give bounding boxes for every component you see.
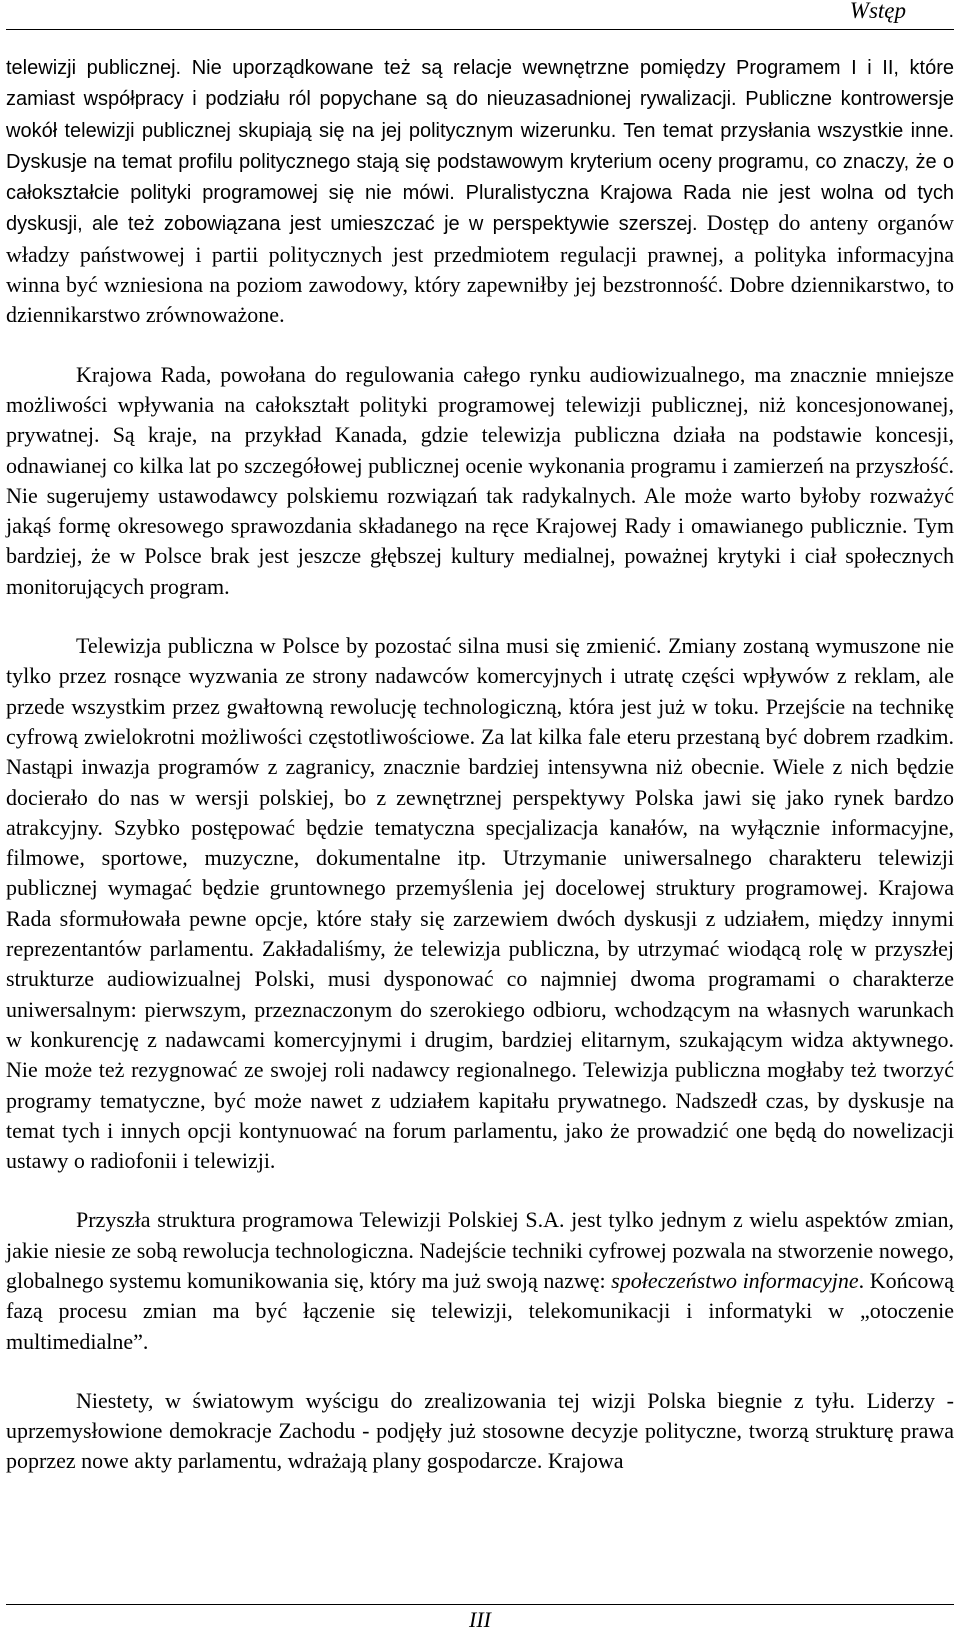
paragraph-1-serif-part: Dostęp do anteny organów władzy państwowej i partii politycznych jest przedmiotem regulacji prawnej, a polityka informacyjna winna być wzniesiona na poziom zawodowy, który zapewniłby jej bezstronność. Dobre dziennikarstwo, to dziennikarstwo zrównoważone. [6,210,955,328]
document-body [6,52,954,1506]
paragraph-4-emphasis: społeczeństwo informacyjne [611,1267,859,1293]
footer-rule [6,1604,954,1605]
paragraph-3: Telewizja publiczna w Polsce by pozostać silna musi się zmienić. Zmiany zostaną wymuszone nie tylko przez rosnące wyzwania ze strony nadawców komercyjnych i utratę części wpływów z reklam, ale przede wszystkim przez gwałtowną rewolucję technologiczną, która jest już w toku. Przejście na technikę cyfrową zwielokrotni możliwości częstotliwościowe. Za lat kilka fale eteru przestaną być dobrem rzadkim. Nastąpi inwazja programów z zagranicy, znacznie bardziej intensywna niż obecnie. Wiele z nich będzie docierało do nas w wersji polskiej, bo z zewnętrznej perspektywy Polska jawi się jako rynek bardzo atrakcyjny. Szybko postępować będzie tematyczna specjalizacja kanałów, na wyłącznie informacyjne, filmowe, sportowe, muzyczne, dokumentalne itp. Utrzymanie uniwersalnego charakteru telewizji publicznej wymagać będzie gruntownego przemyślenia jej docelowej struktury programowej. Krajowa Rada sformułowała pewne opcje, które stały się zarzewiem dwóch dyskusji z udziałem, między innymi reprezentantów parlamentu. Zakładaliśmy, że telewizja publiczna, by utrzymać wiodącą rolę w przyszłej strukturze audiowizualnej Polski, musi dysponować co najmniej dwoma programami o charakterze uniwersalnym: pierwszym, przeznaczonym do szerokiego odbioru, wchodzącym na własnych warunkach w konkurencję z nadawcami komercyjnymi i drugim, bardziej elitarnym, szukającym widza aktywnego. Nie może też rezygnować ze swojej roli nadawcy regionalnego. Telewizja publiczna mogłaby też tworzyć programy tematyczne, być może nawet z udziałem kapitału prywatnego. Nadszedł czas, by dyskusje na temat tych i innych opcji kontynuować na forum parlamentu, jako że prowadzić one będą do nowelizacji ustawy o radiofonii i telewizji. [6,633,954,1174]
paragraph-5: Niestety, w światowym wyścigu do zrealizowania tej wizji Polska biegnie z tyłu. Liderzy - uprzemysłowione demokracje Zachodu - podjęły już stosowne decyzje polityczne, tworzą strukturę prawa poprzez nowe akty parlamentu, wdrażają plany gospodarcze. Krajowa [6,1387,954,1474]
paragraph-4-part-a: Przyszła struktura programowa Telewizji Polskiej S.A. jest tylko jednym z wielu aspektów zmian, jakie niesie ze sobą rewolucja technologiczna. Nadejście techniki cyfrowej pozwala na stworzenie nowego, globalnego systemu komunikowania się, który ma już swoją nazwę: [6,1207,954,1293]
paragraph-4 [6,1205,954,1356]
paragraph-1-sans-part: telewizji publicznej. Nie uporządkowane też są relacje wewnętrzne pomiędzy Programem I i II, które zamiast współpracy i podziału ról popychane są do nieuzasadnionej rywalizacji. Publiczne kontrowersje wokół telewizji publicznej skupiają się na jej politycznym wizerunku. Ten temat przysłania wszystkie inne. Dyskusje na temat profilu politycznego stają się podstawowym kryterium oceny programu, co znaczy, że o całokształcie polityki programowej się nie mówi. Pluralistyczna Krajowa Rada nie jest wolna od tych dyskusji, ale też zobowiązana jest umieszczać je w perspektywie szerszej. [6,57,954,236]
paragraph-2: Krajowa Rada, powołana do regulowania całego rynku audiowizualnego, ma znacznie mniejsze możliwości wpływania na całokształt polityki programowej telewizji publicznej, niż koncesjonowanej, prywatnej. Są kraje, na przykład Kanada, gdzie telewizja publiczna działa na podstawie koncesji, odnawianej co kilka lat po szczegółowej publicznej ocenie wykonania programu i zamierzeń na przyszłość. Nie sugerujemy ustawodawcy polskiemu rozwiązań tak radykalnych. Ale może warto byłoby rozważyć jakąś formę okresowego sprawozdania składanego na ręce Krajowej Rady i omawianego publicznie. Tym bardziej, że w Polsce brak jest jeszcze głębszej kultury medialnej, poważnej krytyki i ciał społecznych monitorujących program. [6,361,954,599]
page-header-title: Wstęp [849,0,906,23]
paragraph-1 [6,52,954,331]
header-rule [6,29,954,30]
page-number: III [469,1607,491,1632]
paragraph-4-part-b: . Końcową fazą procesu zmian ma być łączenie się telewizji, telekomunikacji i informatyki w „otoczenie multimedialne”. [6,1267,954,1354]
